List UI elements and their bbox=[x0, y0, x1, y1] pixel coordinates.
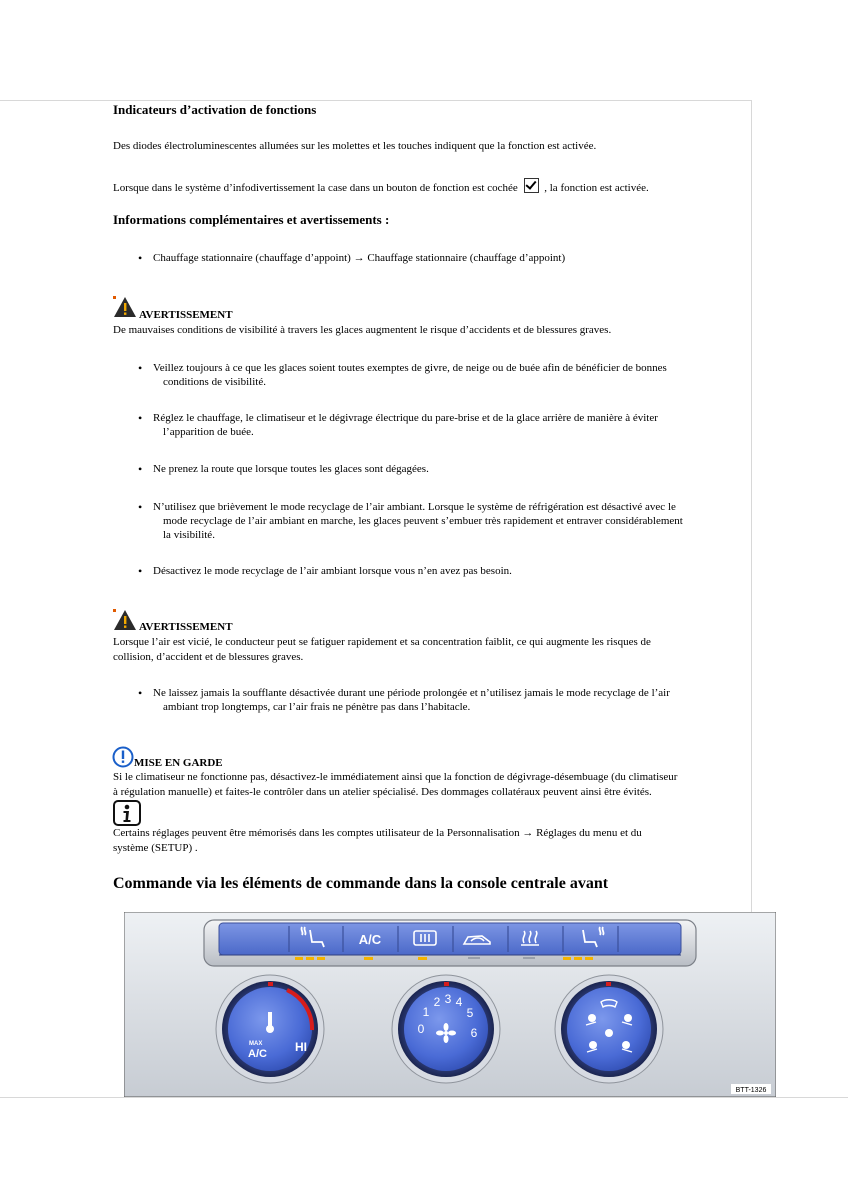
list-item bbox=[113, 500, 743, 542]
list-item-line: Ne prenez la route que lorsque toutes les glaces sont dégagées. bbox=[153, 463, 429, 475]
led-seat-left-2 bbox=[306, 957, 314, 960]
info-note-icon bbox=[113, 800, 141, 826]
led-seat-right-1 bbox=[563, 957, 571, 960]
list-item bbox=[113, 361, 743, 389]
caution-title: MISE EN GARDE bbox=[134, 757, 223, 769]
list-item-line: N’utilisez que brièvement le mode recyclage de l’air ambiant. Lorsque le système de réfrigération est désactivé avec le bbox=[153, 501, 676, 513]
air-distribution-dial[interactable] bbox=[555, 975, 663, 1083]
fan-speed-dial[interactable] bbox=[392, 975, 500, 1083]
list-item-line: Veillez toujours à ce que les glaces soient toutes exemptes de givre, de neige ou de buée afin de bénéficier de bonnes bbox=[153, 362, 667, 374]
caution-text-b: à régulation manuelle) et faites-le contrôler dans un atelier spécialisé. Des dommages collatéraux peuvent ainsi être évités. bbox=[113, 786, 652, 798]
climate-control-figure bbox=[124, 912, 776, 1097]
hi-label: HI bbox=[295, 1040, 307, 1054]
led-front-defrost bbox=[418, 957, 427, 960]
list-item bbox=[113, 564, 743, 578]
section-title-indicators: Indicateurs d’activation de fonctions bbox=[113, 102, 317, 117]
led-seat-right-2 bbox=[574, 957, 582, 960]
section-title-console: Commande via les éléments de commande dans la console centrale avant bbox=[113, 875, 609, 892]
caution-exclamation-icon bbox=[112, 746, 134, 768]
caution-text-a: Si le climatiseur ne fonctionne pas, désactivez-le immédiatement ainsi que la fonction de dégivrage-désembuage (du climatiseur bbox=[113, 771, 678, 783]
fan-digit: 4 bbox=[455, 995, 463, 1009]
frame-top-rule bbox=[0, 100, 752, 101]
checkbox-checked-icon bbox=[524, 178, 539, 193]
led-seat-right-3 bbox=[585, 957, 593, 960]
list-item-line: conditions de visibilité. bbox=[163, 376, 266, 388]
list-item-line: mode recyclage de l’air ambiant en marche, les glaces peuvent s’embuer très rapidement et entraver considérablement bbox=[163, 515, 683, 527]
warning-text-2a: Lorsque l’air est vicié, le conducteur peut se fatiguer rapidement et sa concentration faiblit, ce qui augmente les risques de bbox=[113, 636, 651, 648]
max-ac-label: A/C bbox=[248, 1048, 267, 1060]
fan-digit: 3 bbox=[444, 992, 452, 1006]
list-item bbox=[113, 686, 743, 714]
warning-text-1: De mauvaises conditions de visibilité à travers les glaces augmentent le risque d’accidents et de blessures graves. bbox=[113, 324, 612, 336]
fan-digit: 5 bbox=[466, 1006, 474, 1020]
temperature-dial[interactable] bbox=[216, 975, 324, 1083]
list-item-line: ambiant trop longtemps, car l’air frais ne pénètre pas dans l’habitacle. bbox=[163, 701, 471, 713]
frame-right-rule bbox=[751, 100, 752, 912]
warning-title-2: AVERTISSEMENT bbox=[139, 621, 233, 633]
section-title-info: Informations complémentaires et avertissements : bbox=[113, 212, 390, 227]
list-item bbox=[113, 462, 743, 476]
button-panel bbox=[219, 923, 681, 955]
paragraph-leds: Des diodes électroluminescentes allumées sur les molettes et les touches indiquent que la fonction est activée. bbox=[113, 140, 597, 152]
led-seat-left-3 bbox=[317, 957, 325, 960]
figure-ref-code: BTT-1326 bbox=[735, 1087, 767, 1094]
note-text-b: système (SETUP) . bbox=[113, 842, 198, 854]
warning-triangle-icon bbox=[113, 296, 137, 318]
warning-triangle-icon bbox=[113, 609, 137, 631]
list-item-line: Réglez le chauffage, le climatiseur et le dégivrage électrique du pare-brise et de la glace arrière de manière à éviter bbox=[153, 412, 658, 424]
frame-bottom-rule bbox=[0, 1097, 848, 1098]
led-rear-defrost-off bbox=[523, 957, 535, 959]
list-item-stationary-heating bbox=[113, 251, 733, 265]
warning-title-1: AVERTISSEMENT bbox=[139, 309, 233, 321]
fan-digit: 2 bbox=[433, 995, 441, 1009]
list-item-line: Ne laissez jamais la soufflante désactivée durant une période prolongée et n’utilisez jamais le mode recyclage de l’air bbox=[153, 687, 670, 699]
note-text-a: Certains réglages peuvent être mémorisés dans les comptes utilisateur de la Personnalisation → Réglages du menu et du bbox=[113, 827, 642, 839]
list-item-line: Désactivez le mode recyclage de l’air ambiant lorsque vous n’en avez pas besoin. bbox=[153, 565, 512, 577]
fan-digit: 6 bbox=[470, 1026, 478, 1040]
list-item-line: l’apparition de buée. bbox=[163, 426, 254, 438]
paragraph-checkbox bbox=[113, 178, 649, 195]
warning-text-2b: collision, d’accident et de blessures graves. bbox=[113, 651, 304, 663]
paragraph-checkbox-after: , la fonction est activée. bbox=[544, 182, 649, 194]
list-item-line: la visibilité. bbox=[163, 529, 215, 541]
fan-digit: 0 bbox=[417, 1022, 425, 1036]
fan-digit: 1 bbox=[422, 1005, 430, 1019]
led-seat-left-1 bbox=[295, 957, 303, 960]
led-ac bbox=[364, 957, 373, 960]
list-item-text: Chauffage stationnaire (chauffage d’appoint) → Chauffage stationnaire (chauffage d’appoint) bbox=[153, 252, 566, 264]
max-label: MAX bbox=[249, 1041, 263, 1047]
list-item bbox=[113, 411, 743, 439]
led-recirculation-off bbox=[468, 957, 480, 959]
paragraph-checkbox-before: Lorsque dans le système d’infodivertissement la case dans un bouton de fonction est cochée bbox=[113, 182, 518, 194]
ac-button-label[interactable]: A/C bbox=[358, 932, 382, 947]
